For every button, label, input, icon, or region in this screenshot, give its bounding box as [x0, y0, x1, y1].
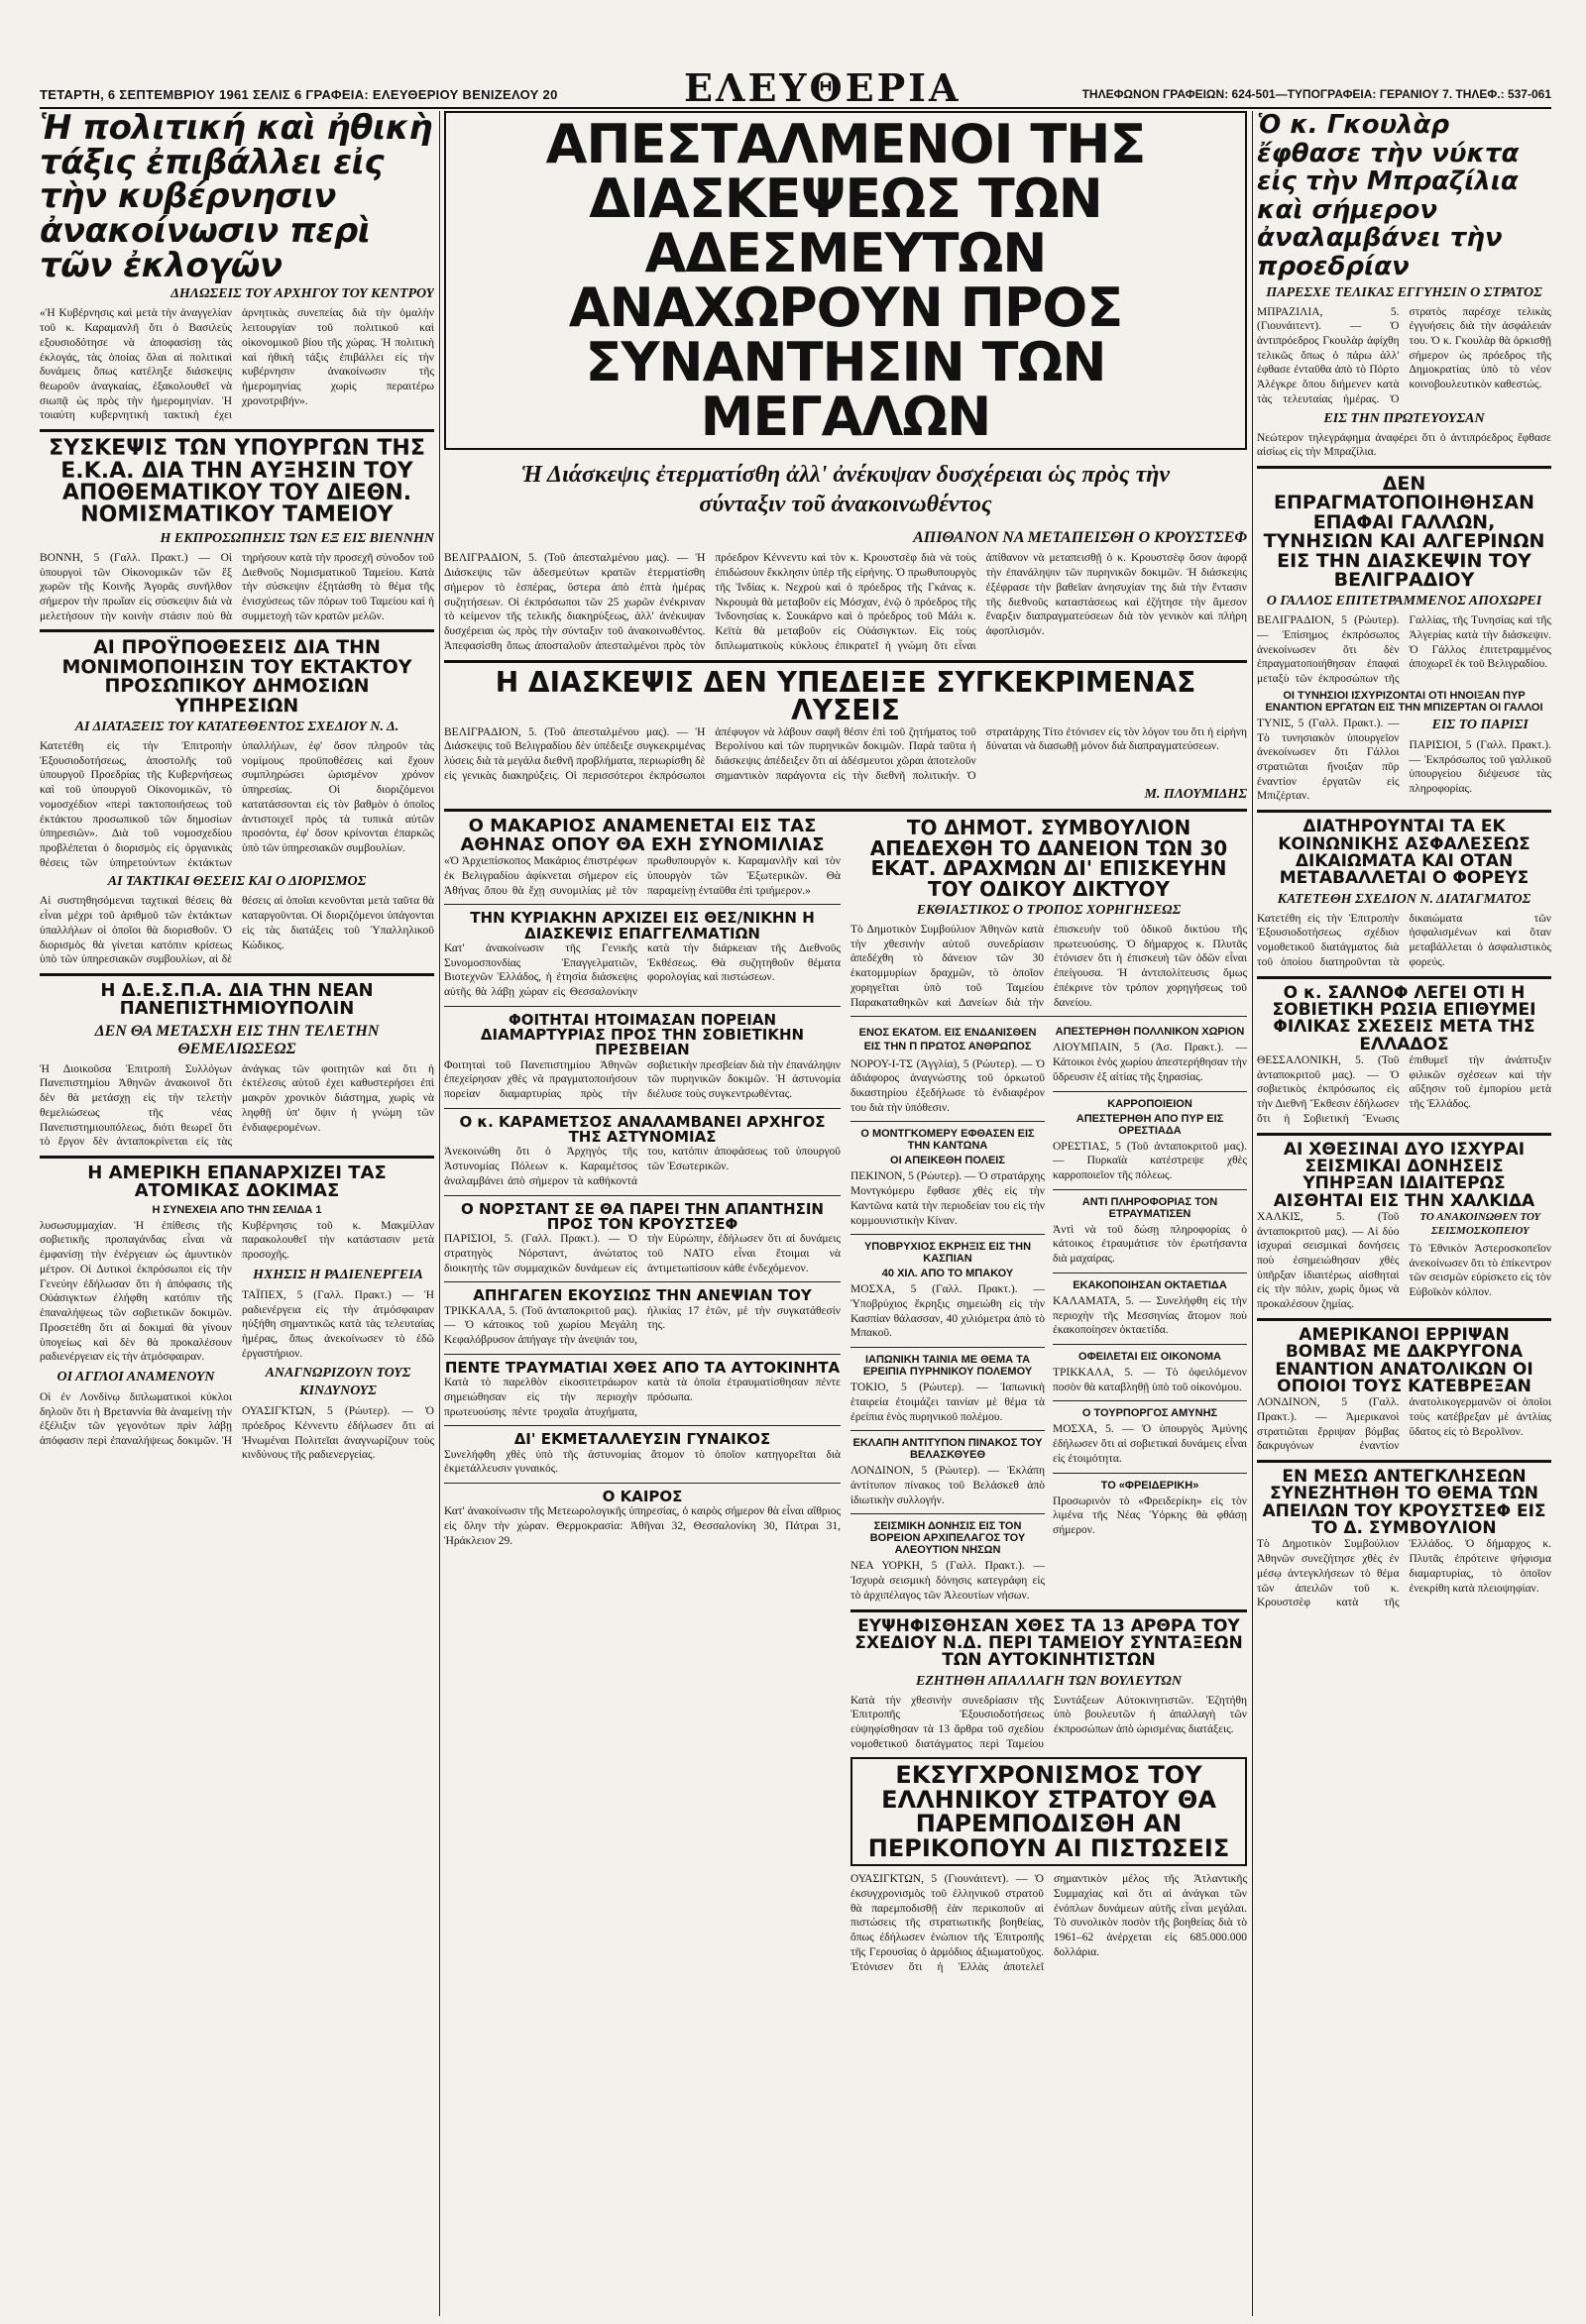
brief-body: ΜΟΣΧΑ, 5 (Γαλλ. Πρακτ.). — Ὑποβρύχιος ἔκρηξις σημειώθη εἰς τὴν Κασπίαν θάλασσαν, 40 χιλιόμετρα ἀπὸ τὸ Μπακοῦ.	[850, 1283, 1045, 1340]
continued-from-page-1: Η ΣΥΝΕΧΕΙΑ ΑΠΟ ΤΗΝ ΣΕΛΙΔΑ 1	[152, 1203, 322, 1216]
brief-head: Ο ΜΟΝΤΓΚΟΜΕΡΥ ΕΦΘΑΣΕΝ ΕΙΣ ΤΗΝ ΚΑΝΤΩΝΑ	[860, 1128, 1035, 1153]
brief-head: ΥΠΟΒΡΥΧΙΟΣ ΕΚΡΗΞΙΣ ΕΙΣ ΤΗΝ ΚΑΣΠΙΑΝ	[863, 1241, 1032, 1266]
brief-body: ΠΕΚΙΝΟΝ, 5 (Ρώυτερ). — Ὁ στρατάρχης Μοντγκόμερυ ἔφθασε χθὲς εἰς τὴν Καντῶνα κατὰ τὴν περιοδείαν του εἰς τὴν κομμουνιστικὴν Κίναν.	[850, 1170, 1045, 1227]
headline-elections: Ἡ πολιτική καὶ ἠθικὴ τάξις ἐπιβάλλει εἰς τὴν κυβέρνησιν ἀνακοίνωσιν περὶ τῶν ἐκλογῶν	[40, 111, 433, 285]
article-trust-body	[850, 1026, 1045, 1115]
brief-head: ΑΝΤΙ ΠΛΗΡΟΦΟΡΙΑΣ ΤΟΝ ΕΤΡΑΥΜΑΤΙΣΕΝ	[1081, 1195, 1218, 1220]
brief-body: ΟΡΕΣΤΙΑΣ, 5 (Τοῦ ἀνταποκριτοῦ μας). — Πυρκαϊὰ κατέστρεψε χθὲς καρροποιεῖον τῆς πόλεως.	[1053, 1140, 1247, 1181]
headline-soviet-relations: Ο κ. ΣΑΛΝΟΦ ΛΕΓΕΙ ΟΤΙ Η ΣΟΒΙΕΤΙΚΗ ΡΩΣΙΑ ΕΠΙΘΥΜΕΙ ΦΙΛΙΚΑΣ ΣΧΕΣΕΙΣ ΜΕΤΑ ΤΗΣ ΕΛΛΑΔΟΣ	[1272, 982, 1536, 1054]
subhead-center-leader: ΔΗΛΩΣΕΙΣ ΤΟΥ ΑΡΧΗΓΟΥ ΤΟΥ ΚΕΝΤΡΟΥ	[170, 286, 434, 302]
main-headline: ΑΠΕΣΤΑΛΜΕΝΟΙ ΤΗΣ ΔΙΑΣΚΕΨΕΩΣ ΤΩΝ ΑΔΕΣΜΕΥΤΩΝ ΑΝΑΧΩΡΟΥΝ ΠΡΟΣ ΣΥΝΑΝΤΗΣΙΝ ΤΩΝ ΜΕΓΑΛΩΝ	[545, 113, 1146, 449]
column-rule	[1252, 111, 1253, 2316]
article-pension-body: Κατὰ τὴν χθεσινὴν συνεδρίασιν τῆς Ἐπιτροπῆς Ἐξουσιοδοτήσεως εὐψηφίσθησαν τὰ 13 ἄρθρα τοῦ σχεδίου νομοθετικοῦ διατάγματος περὶ Ταμείου Συντάξεων Αὐτοκινητιστῶν. Ἐζητήθη ὑπὸ βουλευτῶν ἡ ἀπαλλαγὴ τῶν ἐκπροσώπων ἀπὸ ὡρισμένας διατάξεις.	[850, 1694, 1247, 1750]
subhead-army-guarantee: ΠΑΡΕΣΧΕ ΤΕΛΙΚΑΣ ΕΓΓΥΗΣΙΝ Ο ΣΤΡΑΤΟΣ	[1266, 284, 1542, 300]
article-temp-staff-body-2: Αἱ συστηθησόμεναι ταχτικαὶ θέσεις θὰ εἶναι μέχρι τοῦ ἀριθμοῦ τῶν ἐκτάκτων ὑπαλλήλων οἱ ὁποῖοι θὰ διορισθοῦν. Ὁ διορισμὸς θὰ γίνεται κατόπιν κρίσεως ὑπὸ τῶν ὑπηρεσιακῶν συμβουλίων, αἱ δὲ θέσεις αἱ ὁποῖαι κενοῦνται μετὰ ταῦτα θὰ καταργοῦνται. Οἱ διοριζόμενοι ὑπάγονται εἰς τὰς διατάξεις τοῦ Ὑπαλληλικοῦ Κώδικος.	[40, 895, 434, 966]
headline-abduction: ΑΠΗΓΑΓΕΝ ΕΚΟΥΣΙΩΣ ΤΗΝ ΑΝΕΨΙΑΝ ΤΟΥ	[473, 1286, 812, 1305]
article-professionals-body: Κατ' ἀνακοίνωσιν τῆς Γενικῆς Συνομοσπονδίας Ἐπαγγελματιῶν, Βιοτεχνῶν Ἑλλάδος, ἡ ἐτησία διάσκεψις αὐτῆς θὰ λάβῃ χώραν εἰς Θεσσαλονίκην κατὰ τὴν διάρκειαν τῆς Διεθνοῦς Ἐκθέσεως. Θὰ συζητηθοῦν θέματα φορολογίας καὶ πιστώσεων.	[444, 941, 841, 999]
headline-army-modernization: ΕΚΣΥΓΧΡΟΝΙΣΜΟΣ ΤΟΥ ΕΛΛΗΝΙΚΟΥ ΣΤΡΑΤΟΥ ΘΑ ΠΑΡΕΜΠΟΔΙΣΘΗ ΑΝ ΠΕΡΙΚΟΠΟΥΝ ΑΙ ΠΙΣΤΩΣΕΙΣ	[867, 1761, 1230, 1862]
article-bizerte-body	[1257, 717, 1551, 805]
headline-injured: ΠΕΝΤΕ ΤΡΑΥΜΑΤΙΑΙ ΧΘΕΣ ΑΠΟ ΤΑ ΑΥΤΟΚΙΝΗΤΑ	[444, 1358, 841, 1377]
article-norstad-body: ΠΑΡΙΣΙΟΙ, 5. (Γαλλ. Πρακτ.). — Ὁ στρατηγὸς Νόρσταντ, ἀνώτατος διοικητὴς τῶν συμμαχικῶν δυνάμεων εἰς τὴν Εὐρώπην, ἐδήλωσεν ὅτι αἱ δυνάμεις τοῦ ΝΑΤΟ εἶναι ἕτοιμαι νὰ ἀντιμετωπίσουν κάθε ἐνδεχόμενον.	[444, 1233, 841, 1274]
subhead-vienna: Η ΕΚΠΡΟΣΩΠΗΣΙΣ ΤΩΝ ΕΞ ΕΙΣ ΒΙΕΝΝΗΝ	[160, 530, 434, 546]
subhead-decree-filed: ΚΑΤΕΤΕΘΗ ΣΧΕΔΙΟΝ Ν. ΔΙΑΤΑΓΜΑΤΟΣ	[1277, 891, 1531, 907]
brief-head: ΕΚΛΑΠΗ ΑΝΤΙΤΥΠΟΝ ΠΙΝΑΚΟΣ ΤΟΥ ΒΕΛΑΣΚΘΥΕΘ	[852, 1437, 1043, 1462]
article-no-solutions-body: ΒΕΛΙΓΡΑΔΙΟΝ, 5. (Τοῦ ἀπεσταλμένου μας). — Ἡ Διάσκεψις τοῦ Βελιγραδίου δὲν ὑπέδειξε συγκεκριμένας λύσεις διὰ τὰ μεγάλα διεθνῆ προβλήματα, περιωρίσθη δὲ εἰς γενικὰς διακηρύξεις. Οἱ περισσότεροι ἐκπρόσωποι ἀπέφυγον νὰ λάβουν σαφῆ θέσιν ἐπὶ τοῦ ζητήματος τοῦ Βερολίνου καὶ τῶν πυρηνικῶν δοκιμῶν. Παρὰ ταῦτα ἡ διάσκεψις ἀπέδειξεν ὅτι αἱ ἀδέσμευτοι χῶραι ἀποτελοῦν σημαντικὸν παράγοντα εἰς τὴν διεθνῆ πολιτικήν. Ὁ στρατάρχης Τίτο ἐτόνισεν εἰς τὸν λόγον του ὅτι ἡ εἰρήνη δύναται νὰ διασωθῇ μόνον διὰ διαπραγματεύσεων.	[444, 725, 1247, 782]
brief-head: ΙΑΠΩΝΙΚΗ ΤΑΙΝΙΑ ΜΕ ΘΕΜΑ ΤΑ ΕΡΕΙΠΙΑ ΠΥΡΗΝΙΚΟΥ ΠΟΛΕΜΟΥ	[862, 1354, 1033, 1379]
main-deck: Ἡ Διάσκεψις ἐτερματίσθη ἀλλ' ἀνέκυψαν δυσχέρειαι ὡς πρὸς τὴν σύνταξιν τοῦ ἀνακοινωθέντος	[520, 462, 1171, 518]
byline: Μ. ΠΛΟΥΜΙΔΗΣ	[1144, 787, 1247, 803]
article-no-contacts-body: ΒΕΛΙΓΡΑΔΙΟΝ, 5 (Ρώυτερ). — Ἐπίσημος ἐκπρόσωπος ἀνεκοίνωσεν ὅτι δὲν ἐπραγματοποιήθησαν ἐπαφαὶ μεταξὺ τῶν ἐκπροσώπων τῆς Γαλλίας, τῆς Τυνησίας καὶ τῆς Ἀλγερίας κατὰ τὴν διάσκεψιν. Ὁ Γάλλος ἐπιτετραμμένος ἀποχωρεῖ ἐκ τοῦ Βελιγραδίου.	[1257, 614, 1551, 686]
headline-atomic-tests: Η ΑΜΕΡΙΚΗ ΕΠΑΝΑΡΧΙΖΕΙ ΤΑΣ ΑΤΟΜΙΚΑΣ ΔΟΚΙΜΑΣ	[87, 1162, 387, 1202]
brief-head: ΕΚΑΚΟΠΟΙΗΣΑΝ ΟΚΤΑΕΤΙΔΑ	[1073, 1278, 1227, 1291]
subhead-capital: ΕΙΣ ΤΗΝ ΠΡΩΤΕΥΟΥΣΑΝ	[1323, 410, 1485, 426]
paragraph: ΝΟΡΟΥ-Ι-ΤΣ (Ἀγγλία), 5 (Ρώυτερ). — Ὁ ἀδιάφορος ἀναγνώστης τοῦ ὀρκωτοῦ δικαστηρίου ἐξεδήλωσε τὸ ἐνδιαφέρον του διὰ τὴν ὑπόθεσιν.	[850, 1057, 1045, 1114]
brief-body: ΚΑΛΑΜΑΤΑ, 5. — Συνελήφθη εἰς τὴν περιοχὴν τῆς Μεσσηνίας ἄτομον ποὺ ἐκακοποίησεν ὀκταετίδα.	[1053, 1294, 1247, 1337]
paragraph: ΤΥΝΙΣ, 5 (Γαλλ. Πρακτ.). — Τὸ τυνησιακὸν ὑπουργεῖον ἀνεκοίνωσεν ὅτι Γάλλοι στρατιῶται ἤνοιξαν πῦρ ἐναντίον ἐργατῶν εἰς Μπιζέρταν.	[1257, 717, 1400, 803]
main-story-box	[444, 111, 1247, 450]
headline-no-contacts: ΔΕΝ ΕΠΡΑΓΜΑΤΟΠΟΙΗΘΗΣΑΝ ΕΠΑΦΑΙ ΓΑΛΛΩΝ, ΤΥΝΗΣΙΩΝ ΚΑΙ ΑΛΓΕΡΙΝΩΝ ΕΙΣ ΤΗΝ ΔΙΑΣΚΕΨΙΝ ΤΟΥ ΒΕΛΙΓΡΑΔΙΟΥ	[1263, 473, 1545, 591]
headline-exploitation: ΔΙ' ΕΚΜΕΤΑΛΛΕΥΣΙΝ ΓΥΝΑΙΚΟΣ	[513, 1430, 771, 1449]
article-weather-body: Κατ' ἀνακοίνωσιν τῆς Μετεωρολογικῆς ὑπηρεσίας, ὁ καιρὸς σήμερον θὰ εἶναι αἴθριος εἰς ὅλην τὴν χώραν. Θερμοκρασία: Ἀθῆναι 32, Θεσσαλονίκη 30, Πάτραι 31, Ἡράκλειον 29.	[444, 1505, 841, 1547]
subhead-despa: ΔΕΝ ΘΑ ΜΕΤΑΣΧΗ ΕΙΣ ΤΗΝ ΤΕΛΕΤΗΝ ΘΕΜΕΛΙΩΣΕΩΣ	[94, 1022, 380, 1057]
right-column	[1257, 111, 1551, 2316]
brief-body: ΛΟΝΔΙΝΟΝ, 5 (Ρώυτερ). — Ἐκλάπη ἀντίτυπον πίνακος τοῦ Βελάσκεθ ἀπὸ ἰδιωτικὴν συλλογήν.	[850, 1465, 1045, 1506]
headline-makarios: Ο ΜΑΚΑΡΙΟΣ ΑΝΑΜΕΝΕΤΑΙ ΕΙΣ ΤΑΣ ΑΘΗΝΑΣ ΟΠΟΥ ΘΑ ΕΧΗ ΣΥΝΟΜΙΛΙΑΣ	[460, 816, 825, 855]
subhead-radiation: ΗΧΗΣΙΣ Η ΡΑΔΙΕΝΕΡΓΕΙΑ	[253, 1267, 423, 1282]
brief-grid	[850, 1023, 1247, 1603]
center-lower-grid	[444, 818, 1247, 1974]
article-police-body: Ἀνεκοινώθη ὅτι ὁ Ἀρχηγὸς τῆς Ἀστυνομίας Πόλεων κ. Καραμέτσος ἀναλαμβάνει ἀπὸ σήμερον τὰ καθήκοντά του, κατόπιν ἀποφάσεως τοῦ ὑπουργοῦ τῶν Ἐσωτερικῶν.	[444, 1146, 841, 1187]
masthead-phones: ΤΗΛΕΦΩΝΟΝ ΓΡΑΦΕΙΩΝ: 624-501—ΤΥΠΟΓΡΑΦΕΙΑ: ΓΕΡΑΝΙΟΥ 7. ΤΗΛΕΦ.: 537-061	[1081, 87, 1551, 101]
left-column	[40, 111, 434, 2316]
paragraph: Οἱ ἐν Λονδίνῳ διπλωματικοὶ κύκλοι δηλοῦν ὅτι ἡ Βρεταννία θὰ ἀναμείνῃ τὴν ἐξέλιξιν τῶν γεγονότων πρὶν λάβῃ ἀπόφασιν περὶ ἐπαναλήψεως δοκιμῶν. Ἡ Κυβέρνησις τοῦ κ. Μακμίλλαν παρακολουθεῖ τὴν κατάστασιν μετὰ προσοχῆς.	[40, 1219, 434, 1448]
headline-students: ΦΟΙΤΗΤΑΙ ΗΤΟΙΜΑΣΑΝ ΠΟΡΕΙΑΝ ΔΙΑΜΑΡΤΥΡΙΑΣ ΠΡΟΣ ΤΗΝ ΣΟΒΙΕΤΙΚΗΝ ΠΡΕΣΒΕΙΑΝ	[480, 1010, 805, 1059]
headline-eec-ministers: ΣΥΣΚΕΨΙΣ ΤΩΝ ΥΠΟΥΡΓΩΝ ΤΗΣ Ε.Κ.Α. ΔΙΑ ΤΗΝ ΑΥΞΗΣΙΝ ΤΟΥ ΑΠΟΘΕΜΑΤΙΚΟΥ ΤΟΥ ΔΙΕΘΝ. ΝΟΜΙΣΜΑΤΙΚΟΥ ΤΑΜΕΙΟΥ	[49, 436, 425, 528]
article-tear-gas-body: ΛΟΝΔΙΝΟΝ, 5 (Γαλλ. Πρακτ.). — Ἀμερικανοὶ στρατιῶται ἔρριψαν βόμβας δακρυγόνων ἐναντίον ἀνατολικογερμανῶν οἱ ὁποῖοι τοὺς κατέβρεξαν μὲ ἀντλίας ὕδατος εἰς τὸ Βερολῖνον.	[1257, 1396, 1551, 1453]
paragraph: ΟΥΑΣΙΓΚΤΩΝ, 5 (Ρώυτερ). — Ὁ πρόεδρος Κέννεντυ ἐδήλωσεν ὅτι αἱ Ἡνωμέναι Πολιτεῖαι ἀναγνωρίζουν τοὺς κινδύνους τῆς ραδιενεργείας.	[242, 1405, 434, 1462]
headline-earthquakes-chalkida: ΑΙ ΧΘΕΣΙΝΑΙ ΔΥΟ ΙΣΧΥΡΑΙ ΣΕΙΣΜΙΚΑΙ ΔΟΝΗΣΕΙΣ ΥΠΗΡΞΑΝ ΙΔΙΑΙΤΕΡΩΣ ΑΙΣΘΗΤΑΙ ΕΙΣ ΤΗΝ ΧΑΛΚΙΔΑ	[1273, 1139, 1535, 1211]
subhead-deputies: ΕΖΗΤΗΘΗ ΑΠΑΛΛΑΓΗ ΤΩΝ ΒΟΥΛΕΥΤΩΝ	[916, 1673, 1182, 1689]
brief-body: ΝΕΑ ΥΟΡΚΗ, 5 (Γαλλ. Πρακτ.). — Ἰσχυρὰ σεισμικὴ δόνησις κατεγράφη εἰς τὸ ἀρχιπέλαγος τῶν Ἀλεουτίων νήσων.	[850, 1560, 1045, 1602]
article-soviet-body: ΘΕΣΣΑΛΟΝΙΚΗ, 5. (Τοῦ ἀνταποκριτοῦ μας). — Ὁ σοβιετικὸς ἐκπρόσωπος εἰς τὴν Διεθνῆ Ἔκθεσιν ἐδήλωσεν ὅτι ἡ Σοβιετικὴ Ἕνωσις ἐπιθυμεῖ τὴν ἀνάπτυξιν φιλικῶν σχέσεων καὶ τὴν αὔξησιν τοῦ ἐμπορίου μετὰ τῆς Ἑλλάδος.	[1257, 1053, 1551, 1125]
headline-drivers-pension: ΕΥΨΗΦΙΣΘΗΣΑΝ ΧΘΕΣ ΤΑ 13 ΑΡΘΡΑ ΤΟΥ ΣΧΕΔΙΟΥ Ν.Δ. ΠΕΡΙ ΤΑΜΕΙΟΥ ΣΥΝΤΑΞΕΩΝ ΤΩΝ ΑΥΤΟΚΙΝΗΤΙΣΤΩΝ	[854, 1615, 1243, 1671]
paragraph: ΤΑΪΠΕΧ, 5 (Γαλλ. Πρακτ.) — Ἡ ραδιενέργεια εἰς τὴν ἀτμόσφαιραν ηὐξήθη σημαντικῶς κατὰ τὰς τελευταίας ἡμέρας, ὅπως ἀνεκοίνωσεν τὸ ἐδῶ ἐργαστήριον.	[242, 1288, 434, 1360]
headline-tear-gas: ΑΜΕΡΙΚΑΝΟΙ ΕΡΡΙΨΑΝ ΒΟΜΒΑΣ ΜΕ ΔΑΚΡΥΓΟΝΑ ΕΝΑΝΤΙΟΝ ΑΝΑΤΟΛΙΚΩΝ ΟΙ ΟΠΟΙΟΙ ΤΟΥΣ ΚΑΤΕΒΡΕΞΑΝ	[1275, 1324, 1533, 1396]
headline-social-insurance: ΔΙΑΤΗΡΟΥΝΤΑΙ ΤΑ ΕΚ ΚΟΙΝΩΝΙΚΗΣ ΑΣΦΑΛΕΣΕΩΣ ΔΙΚΑΙΩΜΑΤΑ ΚΑΙ ΟΤΑΝ ΜΕΤΑΒΑΛΛΕΤΑΙ Ο ΦΟΡΕΥΣ	[1278, 817, 1530, 889]
main-kicker: ΑΠΙΘΑΝΟΝ ΝΑ ΜΕΤΑΠΕΙΣΘΗ Ο ΚΡΟΥΣΤΣΕΦ	[913, 529, 1247, 547]
newspaper-page	[40, 0, 1586, 2324]
paragraph: ΧΑΛΚΙΣ, 5. (Τοῦ ἀνταποκριτοῦ μας). — Αἱ δύο ἰσχυραὶ σεισμικαὶ δονήσεις ποὺ ἐσημειώθησαν χθὲς ὑπῆρξαν ἰδιαιτέρως αἰσθηταὶ εἰς τὴν πόλιν, χωρὶς ὅμως νὰ προκαλέσουν ζημίας.	[1257, 1210, 1400, 1311]
brief-head: ΣΕΙΣΜΙΚΗ ΔΟΝΗΣΙΣ ΕΙΣ ΤΟΝ ΒΟΡΕΙΟΝ ΑΡΧΙΠΕΛΑΓΟΣ ΤΟΥ ΑΛΕΟΥΤΙΟΝ ΝΗΣΩΝ	[869, 1520, 1026, 1557]
headline-municipal-loan: ΤΟ ΔΗΜΟΤ. ΣΥΜΒΟΥΛΙΟΝ ΑΠΕΔΕΧΘΗ ΤΟ ΔΑΝΕΙΟΝ ΤΩΝ 30 ΕΚΑΤ. ΔΡΑΧΜΩΝ ΔΙ' ΕΠΙΣΚΕΥΗΝ ΤΟΥ ΟΔΙΚΟΥ ΔΙΚΤΥΟΥ	[869, 816, 1228, 901]
paragraph: λυσωσυμμαχίαν. Ἡ ἐπίθεσις τῆς σοβιετικῆς προπαγάνδας εἶναι νὰ ἐμφανίσῃ τὴν ἐνέργειαν ὡς ἀμυντικὸν μέτρον. Οἱ Δυτικοὶ ἐκπρόσωποι εἰς τὴν Γενεύην ἐδήλωσαν ὅτι ἡ ἀπόφασις τῆς Οὐάσιγκτων ἐλήφθη κατόπιν τῆς ἐπαναλήψεως τῶν σοβιετικῶν δοκιμῶν. Προσετέθη ὅτι αἱ δοκιμαὶ θὰ γίνουν ὑπογείως καὶ δὲν θὰ προκαλέσουν ραδιενέργειαν εἰς τὴν ἀτμόσφαιραν.	[40, 1219, 232, 1364]
subhead-positions: ΑΙ ΤΑΚΤΙΚΑΙ ΘΕΣΕΙΣ ΚΑΙ Ο ΔΙΟΡΙΣΜΟΣ	[107, 874, 367, 890]
article-elections-body: «Ἡ Κυβέρνησις καὶ μετὰ τὴν ἀναγγελίαν τοῦ κ. Καραμανλῆ ὅτι ὁ Βασιλεὺς εξουσιοδότησε νὰ ἀποφασίσῃ τὰς ἐκλογάς, τὰς ὁποίας ὅλαι αἱ πολιτικαὶ δυνάμεις ὅπως κατέληξε διάσκεψις θεωροῦν ἀναγκαίας, ἐξακολουθεῖ νὰ σιωπᾷ ὡς πρὸς τὴν ἡμερομηνίαν. Ἡ τοιαύτη κυβερνητικὴ τακτικὴ ἐχει ἀρνητικὰς συνεπείας διὰ τὴν ὁμαλὴν λειτουργίαν τοῦ πολιτικοῦ καὶ οἰκονομικοῦ βίου τῆς χώρας. Ἡ πολιτικὴ καὶ ἠθικὴ τάξις ἐπιβάλλει εἰς τὴν κυβέρνησιν ἀνακοίνωσιν τῆς ἡμερομηνίας χωρὶς περαιτέρω χρονοτριβήν».	[40, 307, 434, 422]
article-goulart-body-2: Νεώτερον τηλεγράφημα ἀναφέρει ὅτι ὁ ἀντιπρόεδρος ἔφθασε αἰσίως εἰς τὴν Μπραζίλια.	[1257, 431, 1551, 459]
brief-body: ΤΟΚΙΟ, 5 (Ρώυτερ). — Ἰαπωνικὴ ἑταιρεία ἐτοιμάζει ταινίαν μὲ θέμα τὰ ἐρείπια ἑνὸς πυρηνικοῦ πολέμου.	[850, 1382, 1045, 1423]
main-story-body: ΒΕΛΙΓΡΑΔΙΟΝ, 5. (Τοῦ ἀπεσταλμένου μας). — Ἡ Διάσκεψις τῶν ἀδεσμεύτων κρατῶν ἐτερματίσθη σήμερον τὸ ἑσπέρας, ὕστερα ἀπὸ ἐπτὰ ἡμέρας συζητήσεων. Οἱ ἐκπρόσωποι τῶν 25 χωρῶν ἐνέκριναν τὸ κείμενον τῆς τελικῆς διακηρύξεως, ἀλλ' ἀνέκυψαν δυσχέρειαι ὡς πρὸς τὴν σύνταξιν τοῦ ἀνακοινωθέντος. Ἀπεφασίσθη ὅπως ἀποσταλοῦν ἀπεσταλμένοι πρὸς τὸν πρόεδρον Κέννεντυ καὶ τὸν κ. Κρουστσὲφ διὰ νὰ τοὺς ἐπιδώσουν ἔκκλησιν ὑπὲρ τῆς εἰρήνης. Ὁ πρωθυπουργὸς τῆς Ἰνδίας κ. Νεχροὺ καὶ ὁ πρόεδρος τῆς Γκάνας κ. Νκρουμὰ θὰ μεταβοῦν εἰς Μόσχαν, ἐνῷ ὁ πρόεδρος τῆς Ἰνδονησίας κ. Σουκάρνο καὶ ὁ πρόεδρος τοῦ Μάλι κ. Κεϊτὰ θὰ μεταβοῦν εἰς Οὐάσιγκτων. Εἰς τοὺς διπλωματικοὺς κύκλους ἐπικρατεῖ ἡ γνώμη ὅτι εἶναι ἀπίθανον νὰ μεταπεισθῇ ὁ κ. Κρουστσὲφ ὅσον ἀφορᾷ τὴν ἐπανάληψιν τῶν πυρηνικῶν δοκιμῶν. Ἡ διάσκεψις ἐξέφρασε τὴν βαθεῖαν ἀνησυχίαν της διὰ τὴν ἔντασιν τῆς διεθνοῦς καταστάσεως καὶ ἐζήτησε τὴν ἄμεσον ἔναρξιν διαπραγματεύσεων διὰ τὸν γενικὸν καὶ πλήρη ἀφοπλισμόν.	[444, 552, 1247, 652]
headline-norstad: Ο ΝΟΡΣΤΑΝΤ ΣΕ ΘΑ ΠΑΡΕΙ ΤΗΝ ΑΠΑΝΤΗΣΙΝ ΠΡΟΣ ΤΟΝ ΚΡΟΥΣΤΣΕΦ	[461, 1199, 824, 1233]
brief-body: Προσωρινὸν τὸ «Φρειδερίκη» εἰς τὸν λιμένα τῆς Νέας Ὑόρκης θὰ φθάσῃ σήμερον.	[1053, 1494, 1247, 1536]
article-eec-body: ΒΟΝΝΗ, 5 (Γαλλ. Πρακτ.) — Οἱ ὑπουργοὶ τῶν Οἰκονομικῶν τῶν ἓξ χωρῶν τῆς Κοινῆς Ἀγορᾶς συνῆλθον σήμερον τὴν πρωΐαν εἰς σύσκεψιν διὰ νὰ μελετήσουν τὴν κοινὴν στάσιν ποὺ θὰ τηρήσουν κατὰ τὴν προσεχῆ σύνοδον τοῦ Διεθνοῦς Νομισματικοῦ Ταμείου. Κατὰ τὴν σύσκεψιν ἐξητάσθη τὸ θέμα τῆς ἐνισχύσεως τῶν πόρων τοῦ Ταμείου καὶ ἡ συμμετοχὴ τῶν κρατῶν μελῶν.	[40, 551, 434, 622]
brief-body: ΤΡΙΚΚΑΛΑ, 5. — Τὸ ὀφειλόμενον ποσὸν θὰ καταβληθῇ ὑπὸ τοῦ οἰκονόμου.	[1053, 1366, 1247, 1393]
center-right-stack	[850, 818, 1247, 1974]
article-students-body: Φοιτηταὶ τοῦ Πανεπιστημίου Ἀθηνῶν ἐπεχείρησαν χθὲς νὰ πραγματοποιήσουν πορείαν διαμαρτυρίας πρὸς τὴν σοβιετικὴν πρεσβείαν διὰ τὴν ἐπανάληψιν τῶν πυρηνικῶν δοκιμῶν. Ἡ ἀστυνομία διέλυσε τοὺς συγκεντρωθέντας.	[444, 1058, 841, 1101]
subhead-loan: ΕΚΘΙΑΣΤΙΚΟΣ Ο ΤΡΟΠΟΣ ΧΟΡΗΓΗΣΕΩΣ	[916, 903, 1182, 919]
army-story-box	[850, 1757, 1247, 1866]
brief-column	[850, 1023, 1045, 1603]
brief-head: ΑΠΕΣΤΕΡΗΘΗ ΠΟΛΛΝΙΚΟΝ ΧΩΡΙΟΝ	[1055, 1026, 1245, 1039]
center-columns	[444, 111, 1247, 2316]
article-army-body: ΟΥΑΣΙΓΚΤΩΝ, 5 (Γιουνάιτεντ). — Ὁ ἐκσυγχρονισμὸς τοῦ ἑλληνικοῦ στρατοῦ θὰ παρεμποδισθῇ ἐὰν περικοποῦν αἱ πιστώσεις τῆς στρατιωτικῆς βοηθείας, ὅπως ἐδήλωσεν ἐνώπιον τῆς Ἐπιτροπῆς τῆς Γερουσίας ὁ ἀρμόδιος ἀξιωματοῦχος. Ἐτόνισεν ὅτι ἡ Ἑλλὰς ἀποτελεῖ σημαντικὸν μέλος τῆς Ἀτλαντικῆς Συμμαχίας καὶ ὅτι αἱ ἀνάγκαι τῶν ἐνόπλων δυνάμεων αὐτῆς εἶναι μεγάλαι. Τὸ συνολικὸν ποσὸν τῆς βοηθείας διὰ τὸ 1961–62 ἀνέρχεται εἰς 685.000.000 δολλάρια.	[850, 1873, 1247, 1973]
brief-column	[1053, 1023, 1247, 1603]
brief-body: Ἀντὶ νὰ τοῦ δώσῃ πληροφορίας ὁ κάτοικος ἐτραυμάτισε τὸν ἐρωτήσαντα διὰ μαχαίρας.	[1053, 1223, 1247, 1266]
article-makarios-body: «Ὁ Ἀρχιεπίσκοπος Μακάριος ἐπιστρέφων ἐκ Βελιγραδίου ἀφίκνεται σήμερον εἰς Ἀθήνας ὅπου θὰ ἔχῃ συνομιλίας μὲ τὸν πρωθυπουργὸν κ. Καραμανλῆν καὶ τὸν ὑπουργὸν τῶν Ἐξωτερικῶν. Θὰ παραμείνῃ ἐνταῦθα ἐπὶ τριήμερον.»	[444, 855, 841, 897]
article-council-body: Τὸ Δημοτικὸν Συμβούλιον Ἀθηνῶν συνεζήτησε χθὲς ἐν μέσῳ ἀντεγκλήσεων τὸ θέμα τῶν ἀπειλῶν τοῦ κ. Κρουστσὲφ κατὰ τῆς Ἑλλάδος. Ὁ δήμαρχος κ. Πλυτᾶς ἐπρότεινε ψήφισμα διαμαρτυρίας, τὸ ὁποῖον ἐνεκρίθη κατὰ πλειοψηφίαν.	[1257, 1538, 1551, 1609]
headline-despa: Η Δ.Ε.Σ.Π.Α. ΔΙΑ ΤΗΝ ΝΕΑΝ ΠΑΝΕΠΙΣΤΗΜΙΟΥΠΟΛΙΝ	[100, 980, 374, 1020]
paragraph: ΠΑΡΙΣΙΟΙ, 5 (Γαλλ. Πρακτ.). — Ἐκπρόσωπος τοῦ γαλλικοῦ ὑπουργείου διέψευσε τὰς πληροφορίας.	[1409, 738, 1551, 795]
headline-weather: Ο ΚΑΙΡΟΣ	[602, 1488, 683, 1505]
article-despa-body: Ἡ Διοικοῦσα Ἐπιτροπὴ Συλλόγων Πανεπιστημίου Ἀθηνῶν ἀνακοινοῖ ὅτι δὲν θὰ μετάσχῃ εἰς τὴν τελετὴν θεμελιώσεως τῆς νέας Πανεπιστημιουπόλεως, διότι θεωρεῖ ὅτι τὸ ἔργον δὲν ἀνταποκρίνεται εἰς τὰς ἀνάγκας τῶν φοιτητῶν καὶ ὅτι ἡ ἐκτέλεσις αὐτοῦ ἐχει καθυστερήσει ἐπὶ μακρὸν χρονικὸν διάστημα, χωρὶς νὰ ληφθῇ ὑπ' ὄψιν ἡ γνώμη τῶν ἐνδιαφερομένων.	[40, 1062, 434, 1149]
brief-subhead: ΟΙ ΑΠΕΙΚΕΘΗ ΠΟΛΕΙΣ	[890, 1155, 1005, 1167]
column-rule	[439, 111, 440, 2316]
article-goulart-body: ΜΠΡΑΖΙΛΙΑ, 5. (Γιουνάιτεντ). — Ὁ ἀντιπρόεδρος Γκουλὰρ ἀφίχθη τελικῶς ὅπως ὁ πάρω ἀλλ' ἐφθασε ἐνταῦθα ἀπὸ τὸ Πόρτο Ἀλέγκρε ὅπου διήμενεν κατὰ τὰς τελευταίας ἡμέρας. Ὁ στρατὸς παρέσχε τελικὰς ἐγγυήσεις διὰ τὴν ἀσφάλειάν του. Ὁ κ. Γκουλὰρ θὰ ὁρκισθῇ σήμερον ὡς πρόεδρος τῆς Δημοκρατίας ὑπὸ τὸ νέον κοινοβουλευτικὸν καθεστώς.	[1257, 305, 1551, 405]
brief-body: ΜΟΣΧΑ, 5. — Ὁ ὑπουργὸς Ἀμύνης ἐδήλωσεν ὅτι αἱ σοβιετικαὶ δυνάμεις εἶναι εἰς ἐτοιμότητα.	[1053, 1423, 1247, 1465]
headline-police-chief: Ο κ. ΚΑΡΑΜΕΤΣΟΣ ΑΝΑΛΑΜΒΑΝΕΙ ΑΡΧΗΓΟΣ ΤΗΣ ΑΣΤΥΝΟΜΙΑΣ	[459, 1112, 826, 1147]
article-temp-staff-body: Κατετέθη εἰς τὴν Ἐπιτροπὴν Ἐξουσιοδοτήσεως, ἀποστολῆς τοῦ ὑπουργοῦ Προεδρίας τῆς Κυβερνήσεως καὶ τοῦ ὑπουργοῦ Οἰκονομικῶν, τὸ νομοσχέδιον «περὶ τακτοποιήσεως τοῦ ἐκτάκτου προσωπικοῦ τῶν δημοσίων ὑπηρεσιῶν». Διὰ τοῦ νομοσχεδίου προβλέπεται ὁ διορισμὸς εἰς ὀργανικὰς θέσεις τῶν ὑπηρετούντων ἐκτάκτων ὑπαλλήλων, ἐφ' ὅσον πληροῦν τὰς νομίμους προϋποθέσεις καὶ ἔχουν συμπληρώσει ὡρισμένον χρόνον ὑπηρεσίας. Οἱ διοριζόμενοι κατατάσσονται εἰς τὸν βαθμὸν ὁ ὁποῖος ἀντιστοιχεῖ πρὸς τὰ τυπικὰ αὐτῶν προσόντα, ἐφ' ὅσον κρίνονται ἐπαρκῶς ὑπὸ τῶν ὑπηρεσιακῶν συμβουλίων.	[40, 739, 434, 869]
article-atomic-body	[40, 1219, 434, 1463]
masthead-dateline: ΤΕΤΑΡΤΗ, 6 ΣΕΠΤΕΜΒΡΙΟΥ 1961 ΣΕΛΙΣ 6 ΓΡΑΦΕΙΑ: ΕΛΕΥΘΕΡΙΟΥ ΒΕΝΙΖΕΛΟΥ 20	[40, 87, 558, 102]
subhead-british: ΟΙ ΑΓΓΛΟΙ ΑΝΑΜΕΝΟΥΝ	[57, 1369, 215, 1384]
article-abduction-body: ΤΡΙΚΚΑΛΑ, 5. (Τοῦ ἀνταποκριτοῦ μας). — Ὁ κάτοικος τοῦ χωρίου Μεγάλη Κεφαλόβρυσον ἀπήγαγε τὴν ἀνεψιάν του, ἡλικίας 17 ἐτῶν, μὲ τὴν συγκατάθεσίν της.	[444, 1304, 841, 1347]
brief-head: Ο ΤΟΥΡΠΟΡΓΟΣ ΑΜΥΝΗΣ	[1081, 1407, 1218, 1420]
center-left-stack	[444, 818, 841, 1974]
brief-head: ΤΟ «ΦΡΕΙΔΕΡΙΚΗ»	[1100, 1479, 1199, 1492]
subhead-french-charge: Ο ΓΑΛΛΟΣ ΕΠΙΤΕΤΡΑΜΜΕΝΟΣ ΑΠΟΧΩΡΕΙ	[1266, 594, 1542, 609]
brief-subhead: ΑΠΕΣΤΕΡΗΘΗ ΑΠΟ ΠΥΡ ΕΙΣ ΟΡΕΣΤΙΑΔΑ	[1076, 1112, 1224, 1137]
paragraph: Τὸ Ἐθνικὸν Ἀστεροσκοπεῖον ἀνεκοίνωσεν ὅτι τὸ ἐπίκεντρον τῶν σεισμῶν εὑρίσκετο εἰς τὸν Εὐβοϊκὸν κόλπον.	[1409, 1242, 1551, 1299]
brief-head: ΚΑΡΡΟΠΟΙΕΙΟΝ	[1107, 1097, 1192, 1110]
article-loan-body: Τὸ Δημοτικὸν Συμβούλιον Ἀθηνῶν κατὰ τὴν χθεσινὴν αὐτοῦ συνεδρίασιν ἀπεδέχθη τὸ δάνειον τῶν 30 ἑκατομμυρίων δραχμῶν, τὸ ὁποῖον χορηγεῖται ὑπὸ τοῦ Ταμείου Παρακαταθηκῶν καὶ Δανείων διὰ τὴν ἐπισκευὴν τοῦ ὁδικοῦ δικτύου τῆς πρωτευούσης. Ὁ δήμαρχος κ. Πλυτᾶς ἐτόνισεν ὅτι ἡ ἐπισκευὴ τῶν ὁδῶν εἶναι ἐπείγουσα. Ἡ ἀντιπολίτευσις ὅμως ἐπέκρινε τὸν τρόπον χορηγήσεως τοῦ δανείου.	[850, 924, 1247, 1009]
subhead-bizerte: ΟΙ ΤΥΝΗΣΙΟΙ ΙΣΧΥΡΙΖΟΝΤΑΙ ΟΤΙ ΗΝΟΙΞΑΝ ΠΥΡ ΕΝΑΝΤΙΟΝ ΕΡΓΑΤΩΝ ΕΙΣ ΤΗΝ ΜΠΙΖΕΡΤΑΝ ΟΙ ΓΑΛΛΟΙ	[1265, 689, 1543, 714]
article-earthquakes-body	[1257, 1210, 1551, 1312]
masthead	[40, 65, 1551, 110]
brief-body: ΛΙΟΥΜΠΑΙΝ, 5 (Ἀσ. Πρακτ.). — Κάτοικοι ἑνὸς χωρίου ἀπεστερήθησαν τὴν ὕδρευσιν ἐξ αἰτίας τῆς ξηρασίας.	[1053, 1042, 1247, 1083]
subhead-seismograph: ΤΟ ΑΝΑΚΟΙΝΩΘΕΝ ΤΟΥ ΣΕΙΣΜΟΣΚΟΠΕΙΟΥ	[1419, 1210, 1541, 1237]
brief-head: ΟΦΕΙΛΕΤΑΙ ΕΙΣ ΟΙΚΟΝΟΜΑ	[1078, 1350, 1221, 1363]
subhead-paris: ΕΙΣ ΤΟ ΠΑΡΙΣΙ	[1431, 717, 1529, 732]
newspaper-title: ΕΛΕΥΘΕΡΙΑ	[684, 65, 962, 110]
article-insurance-body: Κατετέθη εἰς τὴν Ἐπιτροπὴν Ἐξουσιοδοτήσεως σχέδιον νομοθετικοῦ διατάγματος διὰ τοῦ ὁποίου διατηροῦνται τὰ δικαιώματα τῶν ἠσφαλισμένων καὶ ὅταν μεταβάλλεται ὁ ἀσφαλιστικὸς φορεύς.	[1257, 912, 1551, 968]
headline-goulart: Ὁ κ. Γκουλὰρ ἔφθασε τὴν νύκτα εἰς τὴν Μπραζίλια καὶ σήμερον ἀναλαμβάνει τὴν προεδρίαν	[1257, 111, 1520, 281]
headline-professionals: ΤΗΝ ΚΥΡΙΑΚΗΝ ΑΡΧΙΖΕΙ ΕΙΣ ΘΕΣ/ΝΙΚΗΝ Η ΔΙΑΣΚΕΨΙΣ ΕΠΑΓΓΕΛΜΑΤΙΩΝ	[470, 909, 815, 942]
headline-council-threats: ΕΝ ΜΕΣΩ ΑΝΤΕΓΚΛΗΣΕΩΝ ΣΥΝΕΖΗΤΗΘΗ ΤΟ ΘΕΜΑ ΤΩΝ ΑΠΕΙΛΩΝ ΤΟΥ ΚΡΟΥΣΤΣΕΦ ΕΙΣ ΤΟ Δ. ΣΥΜΒΟΥΛΙΟΝ	[1262, 1467, 1546, 1539]
brief-head: ΕΝΟΣ ΕΚΑΤΟΜ. ΕΙΣ ΕΝΔΑΝΙΣΘΕΝ ΕΙΣ ΤΗΝ Π ΠΡΩΤΟΣ ΑΝΘΡΩΠΟΣ	[858, 1027, 1037, 1053]
article-exploitation-body: Συνελήφθη χθὲς ὑπὸ τῆς ἀστυνομίας ἄτομον τὸ ὁποῖον κατηγορεῖται διὰ ἐκμετάλλευσιν γυναικός.	[444, 1448, 841, 1476]
brief-subhead: 40 ΧΙΛ. ΑΠΟ ΤΟ ΜΠΑΚΟΥ	[881, 1268, 1014, 1280]
article-injured-body: Κατὰ τὸ παρελθὸν εἰκοσιτετράωρον σημειώθησαν εἰς τὴν περιοχὴν πρωτευούσης πέντε τροχαῖα ἀτυχήματα, κατὰ τὰ ὁποῖα ἐτραυματίσθησαν πέντε πρόσωπα.	[444, 1377, 841, 1418]
headline-no-solutions: Η ΔΙΑΣΚΕΨΙΣ ΔΕΝ ΥΠΕΔΕΙΞΕ ΣΥΓΚΕΚΡΙΜΕΝΑΣ ΛΥΣΕΙΣ	[495, 665, 1196, 727]
subhead-dangers: ΑΝΑΓΝΩΡΙΖΟΥΝ ΤΟΥΣ ΚΙΝΔΥΝΟΥΣ	[265, 1366, 411, 1399]
subhead-decree: ΑΙ ΔΙΑΤΑΞΕΙΣ ΤΟΥ ΚΑΤΑΤΕΘΕΝΤΟΣ ΣΧΕΔΙΟΥ Ν. Δ.	[74, 719, 399, 734]
headline-temp-staff: ΑΙ ΠΡΟΫΠΟΘΕΣΕΙΣ ΔΙΑ ΤΗΝ ΜΟΝΙΜΟΠΟΙΗΣΙΝ ΤΟΥ ΕΚΤΑΚΤΟΥ ΠΡΟΣΩΠΙΚΟΥ ΔΗΜΟΣΙΩΝ ΥΠΗΡΕΣΙΩΝ	[61, 636, 412, 717]
